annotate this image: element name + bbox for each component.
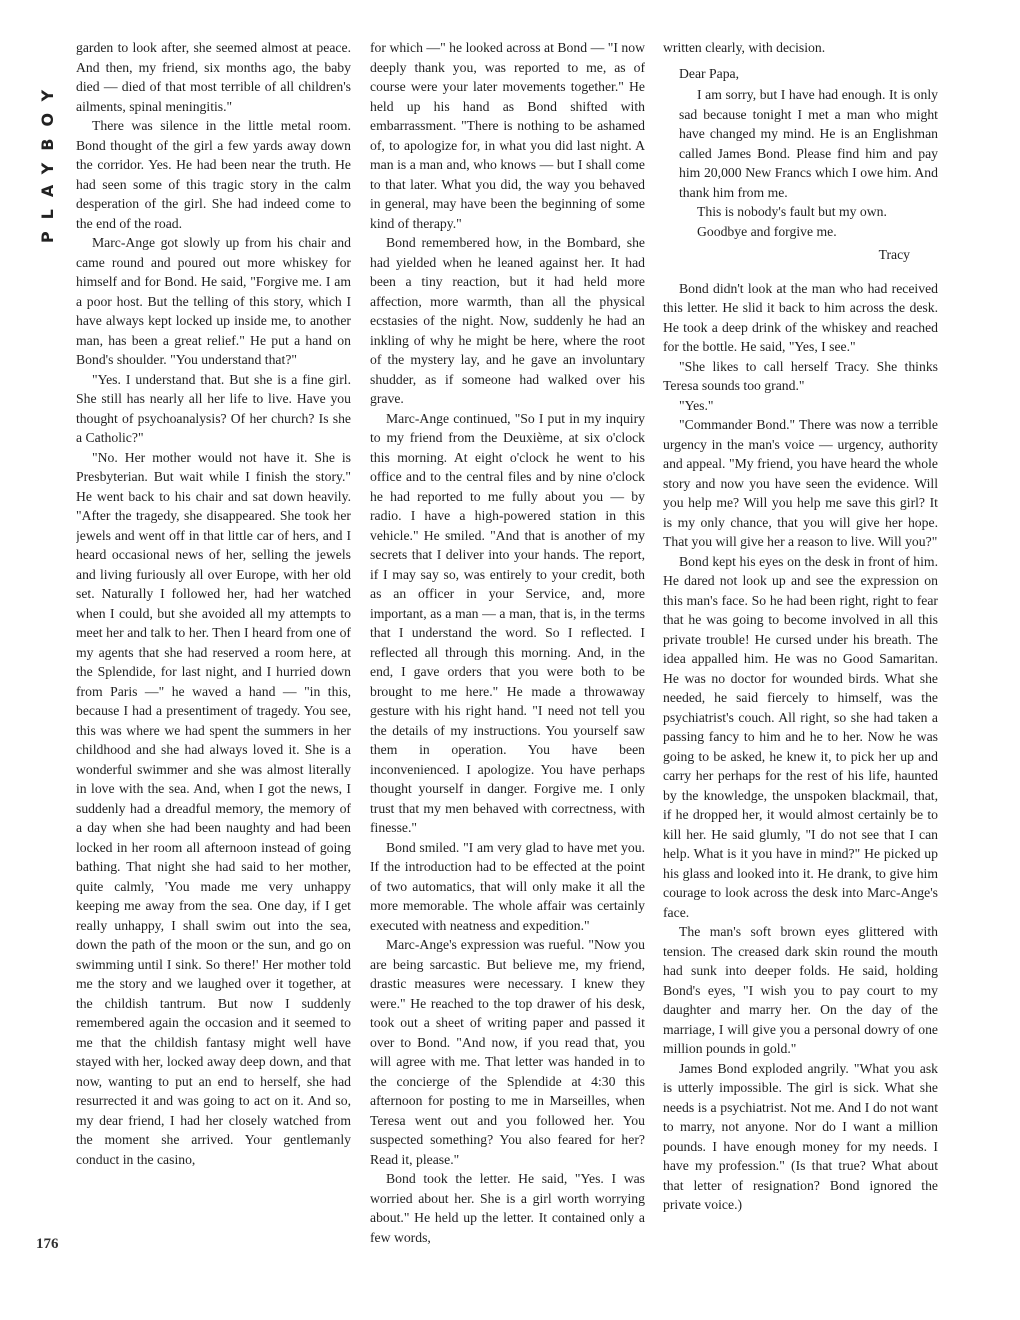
- quoted-letter: [679, 64, 938, 265]
- letter-paragraph: I am sorry, but I have had enough. It is only sad because tonight I met a man who might have changed my mind. He is an Englishman called James Bond. Please find him and pay him 20,000 New Francs which I owe him. And thank him from me.: [679, 87, 938, 200]
- text-column-2: [370, 38, 645, 1266]
- paragraph: Bond smiled. "I am very glad to have met you. If the introduction had to be effected at the point of two automatics, that will only make it all the more memorable. The whole affair was certainly executed with neatness and expedition.": [370, 839, 645, 933]
- paragraph: garden to look after, she seemed almost at peace. And then, my friend, six months ago, the baby died — died of that most terrible of all children's ailments, spinal meningitis.": [76, 40, 351, 114]
- paragraph: Marc-Ange continued, "So I put in my inquiry to my friend from the Deuxième, at six o'clock this morning. At eight o'clock he went to his office and to the central files and by nine o'clock he had reported to me fully about you — by radio. I have a high-powered station in this vehicle." He smiled. "And that is another of my secrets that I deliver into your hands. The report, if I may say so, was entirely to your credit, both as an officer in your Service, and, more important, as a man — a man, that is, in the terms that I understand the word. So I reflected. I reflected all through this morning. And, in the end, I gave orders that you were both to be brought to me here." He made a throwaway gesture with his right hand. "I need not tell you the details of my instructions. You yourself saw them in operation. You have been inconvenienced. I apologize. You have perhaps thought yourself in danger. Forgive me. I only trust that my men behaved with correctness, with finesse.": [370, 410, 645, 835]
- text-column-3: [663, 38, 938, 1266]
- paragraph: "Yes.": [679, 397, 714, 413]
- paragraph: Bond didn't look at the man who had received this letter. He slid it back to him across the desk. He took a deep drink of the whiskey and reached for the bottle. He said, "Yes, I see.": [663, 280, 938, 354]
- paragraph: Bond took the letter. He said, "Yes. I was worried about her. She is a girl worth worrying about." He held up the letter. It contained only a few words,: [370, 1171, 645, 1245]
- paragraph: "She likes to call herself Tracy. She thinks Teresa sounds too grand.": [663, 358, 938, 393]
- paragraph: Marc-Ange got slowly up from his chair and came round and poured out more whiskey for himself and for Bond. He said, "Forgive me. I am a poor host. But the telling of this story, which I have always kept locked up inside me, to another man, has been a great relief." He put a hand on Bond's shoulder. "You understand that?": [76, 235, 351, 367]
- paragraph: Bond kept his eyes on the desk in front of him. He dared not look up and see the expression on this man's face. So he had been right, right to fear that he was going to become involved in all this private trouble! He cursed under his breath. The idea appalled him. He was no Good Samaritan. He was no doctor for wounded birds. What she needed, he said fiercely to himself, was the psychiatrist's couch. All right, so she had taken a passing fancy to him and he to her. Now he was going to be asked, he knew it, to pick her up and carry her perhaps for the rest of his life, haunted by the knowledge, the unspoken blackmail, that, if he dropped her, it would almost certainly be to kill her. He said glumly, "I do not see that I can help. What is it you have in mind?" He picked up his glass and looked into it. He drank, to give him courage to look across the desk into Marc-Ange's face.: [663, 553, 938, 920]
- masthead: [36, 30, 60, 290]
- masthead-text: PLAYBOY: [38, 77, 58, 243]
- letter-signature: Tracy: [878, 247, 910, 262]
- letter-paragraph: Goodbye and forgive me.: [697, 223, 837, 239]
- paragraph: James Bond exploded angrily. "What you ask is utterly impossible. The girl is sick. What she needs is a psychiatrist. Not me. And I do not want to marry, not anyone. Nor do I want a million pounds. I have enough money for my needs. I have my profession." (Is that true? What about that letter of resignation? Bond ignored the private voice.): [663, 1060, 938, 1212]
- text-column-1: [76, 38, 351, 1266]
- paragraph: written clearly, with decision.: [663, 40, 826, 55]
- letter-salutation: Dear Papa,: [679, 65, 740, 81]
- paragraph: for which —" he looked across at Bond — "I now deeply thank you, was reported to me, as of course were your later movements together." He held up his hand as Bond shifted with embarrassment. "There is nothing to be ashamed of, to apologize for, in what you did last night. A man is a man and, who knows — but I shall come to that later. What you did, the way you behaved in general, may have been the beginning of some kind of therapy.": [370, 40, 645, 231]
- paragraph: Marc-Ange's expression was rueful. "Now you are being sarcastic. But believe me, my friend, drastic measures were necessary. I knew they were." He reached to the top drawer of his desk, took out a sheet of writing paper and passed it over to Bond. "And now, if you read that, you will agree with me. That letter was handed in to the concierge of the Splendide at 4:30 this afternoon for posting to me in Marseilles, when Teresa went out and you followed her. You suspected something? You also feared for her? Read it, please.": [370, 937, 645, 1167]
- paragraph: There was silence in the little metal room. Bond thought of the girl a few yards away down the corridor. Yes. He had been near the truth. He had seen some of this tragic story in the calm desperation of the girl. She had indeed come to the end of the road.: [76, 118, 351, 231]
- paragraph: "Commander Bond." There was now a terrible urgency in the man's voice — urgency, authority and appeal. "My friend, you have heard the whole story and now you have seen the evidence. Will you help me? Will you help me save this girl? It is my only chance, that you will give her hope. That you will give her a reason to live. Will you?": [663, 417, 938, 549]
- paragraph: Bond remembered how, in the Bombard, she had yielded when he leaned against her. It had been a tiny reaction, but it had held more affection, more warmth, than all the physical ecstasies of the night. Now, suddenly he had an inkling of why he might be here, where the root of the mystery lay, and he gave an involuntary shudder, as if someone had walked over his grave.: [370, 235, 645, 406]
- paragraph: The man's soft brown eyes glittered with tension. The creased dark skin round the mouth had sunk into deeper folds. He said, holding Bond's eyes, "I wish you to pay court to my daughter and marry her. On the day of the marriage, I will give you a personal dowry of one million pounds in gold.": [663, 924, 938, 1056]
- paragraph: "Yes. I understand that. But she is a fine girl. She still has nearly all her life to live. Have you thought of psychoanalysis? Of her church? Is she a Catholic?": [76, 371, 351, 445]
- paragraph: "No. Her mother would not have it. She is Presbyterian. But wait while I finish the story." He went back to his chair and sat down heavily. "After the tragedy, she disappeared. She took her jewels and went off in that little car of hers, and I heard occasional news of her, selling the jewels and living furiously all over Europe, with her old set. Naturally I followed her, had her watched when I could, but she avoided all my attempts to meet her and talk to her. Then I heard from one of my agents that she had reserved a room here, at the Splendide, for last night, and I hurried down from Paris —" he waved a hand — "in this, because I had a presentiment of tragedy. You see, this was where we had spent the summers in her childhood and she had always loved it. She is a wonderful swimmer and she was almost literally in love with the sea. And, when I got the news, I suddenly had a dreadful memory, the memory of a day when she had been naughty and had been locked in her room all afternoon instead of going bathing. That night she had said to her mother, quite calmly, 'You made me very unhappy keeping me away from the sea. One day, if I get really unhappy, I shall swim out into the sea, down the path of the moon or the sun, and go on swimming until I sink. So there!' Her mother told me the story and we laughed over it together, at the childish tantrum. But now I suddenly remembered again the occasion and it seemed to me that the childish fantasy might well have stayed with her, locked away deep down, and that now, wanting to put an end to herself, she had resurrected it and was going to act on it. And so, my dear friend, I had her closely watched from the moment she arrived. Your gentlemanly conduct in the casino,: [76, 449, 351, 1167]
- letter-paragraph: This is nobody's fault but my own.: [697, 204, 887, 219]
- page-number: 176: [36, 1236, 59, 1252]
